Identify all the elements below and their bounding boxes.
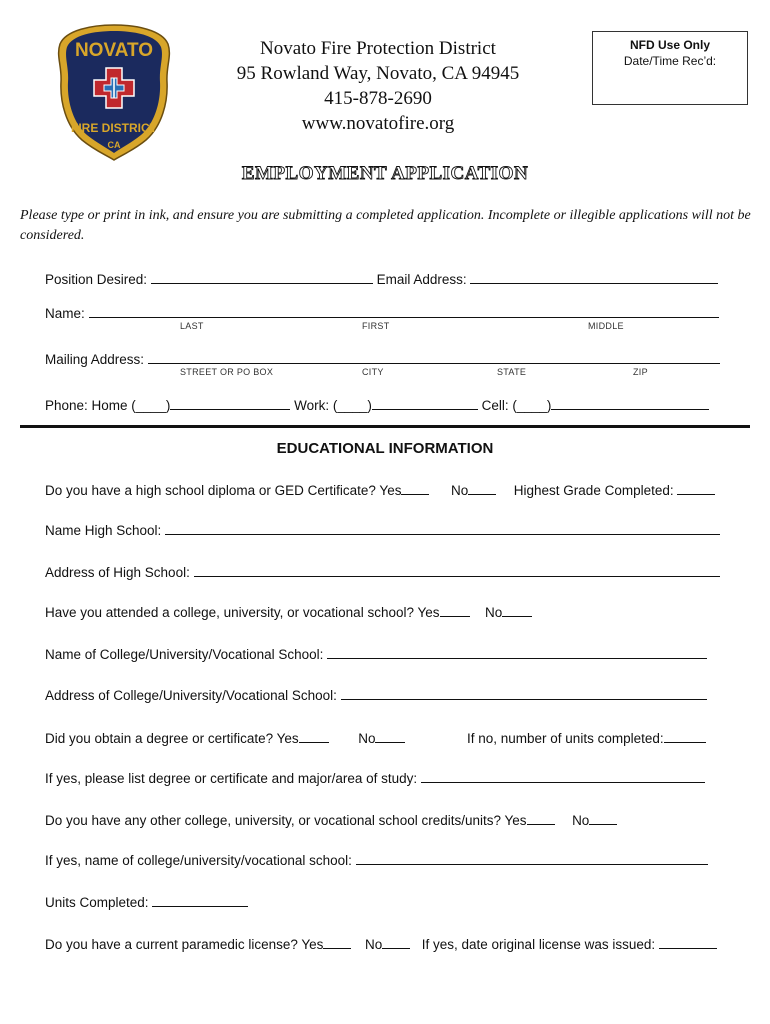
educational-information-heading: EDUCATIONAL INFORMATION	[276, 440, 494, 457]
agency-website[interactable]: www.novatofire.org	[301, 113, 455, 134]
units-completed-field[interactable]	[152, 891, 248, 907]
street-caption: STREET OR PO BOX	[180, 367, 274, 377]
college-attended-question: Have you attended a college, university, or vocational school? Yes	[45, 605, 440, 620]
paramedic-yes-field[interactable]	[323, 933, 351, 949]
degree-row	[45, 727, 706, 746]
name-last-caption: LAST	[180, 321, 204, 331]
degree-list-field[interactable]	[421, 767, 705, 783]
svg-text:FIRE DISTRICT: FIRE DISTRICT	[71, 121, 157, 135]
phone-cell-label: Cell: (____)	[481, 398, 552, 413]
name-row	[45, 302, 719, 321]
degree-list-label: If yes, please list degree or certificate and major/area of study:	[45, 771, 418, 786]
paramedic-no-field[interactable]	[382, 933, 410, 949]
highest-grade-label: Highest Grade Completed:	[513, 483, 674, 498]
agency-info	[190, 36, 566, 136]
degree-question: Did you obtain a degree or certificate? Yes	[45, 731, 299, 746]
units-if-no-field[interactable]	[664, 727, 706, 743]
college-address-field[interactable]	[341, 684, 707, 700]
highest-grade-field[interactable]	[677, 479, 715, 495]
email-address-field[interactable]	[470, 268, 718, 284]
diploma-yes-field[interactable]	[401, 479, 429, 495]
college-attended-row	[45, 601, 532, 620]
other-credits-no-field[interactable]	[589, 809, 617, 825]
other-credits-row	[45, 809, 617, 828]
name-first-caption: FIRST	[362, 321, 390, 331]
high-school-name-label: Name High School:	[45, 523, 162, 538]
phone-home-field[interactable]	[170, 394, 290, 410]
fire-district-badge-icon	[52, 22, 176, 162]
paramedic-date-field[interactable]	[659, 933, 717, 949]
other-school-name-label: If yes, name of college/university/vocational school:	[45, 853, 352, 868]
other-school-name-row	[45, 849, 708, 868]
high-school-address-label: Address of High School:	[45, 565, 190, 580]
mailing-address-label: Mailing Address:	[45, 352, 145, 367]
mailing-address-field[interactable]	[148, 348, 720, 364]
agency-phone: 415-878-2690	[324, 88, 432, 109]
high-school-name-field[interactable]	[165, 519, 720, 535]
college-address-row	[45, 684, 707, 703]
high-school-address-row	[45, 561, 720, 580]
other-credits-question: Do you have any other college, university, or vocational school credits/units? Yes	[45, 813, 527, 828]
college-name-label: Name of College/University/Vocational School:	[45, 647, 324, 662]
paramedic-date-label: If yes, date original license was issued:	[421, 937, 656, 952]
date-time-received-label: Date/Time Rec’d:	[623, 54, 717, 68]
svg-text:CA: CA	[107, 140, 121, 150]
diploma-row	[45, 479, 715, 498]
position-desired-label: Position Desired:	[45, 272, 148, 287]
position-desired-field[interactable]	[151, 268, 373, 284]
instructions-text: Please type or print in ink, and ensure you are submitting a completed application. Incomplete or illegible applications will not be considered.	[20, 208, 751, 243]
diploma-no-field[interactable]	[468, 479, 496, 495]
name-label: Name:	[45, 306, 85, 321]
svg-text:NOVATO: NOVATO	[74, 40, 154, 61]
other-school-name-field[interactable]	[356, 849, 708, 865]
college-attended-no-label: No	[485, 605, 503, 620]
degree-yes-field[interactable]	[299, 727, 329, 743]
college-attended-yes-field[interactable]	[440, 601, 470, 617]
college-name-row	[45, 643, 707, 662]
paramedic-question: Do you have a current paramedic license? Yes	[45, 937, 324, 952]
phone-cell-field[interactable]	[551, 394, 709, 410]
college-name-field[interactable]	[327, 643, 707, 659]
phone-work-field[interactable]	[372, 394, 478, 410]
nfd-use-only-title: NFD Use Only	[629, 38, 710, 52]
form-title: EMPLOYMENT APPLICATION	[241, 163, 529, 184]
high-school-name-row	[45, 519, 720, 538]
high-school-address-field[interactable]	[194, 561, 720, 577]
degree-no-label: No	[358, 731, 376, 746]
degree-list-row	[45, 767, 705, 786]
phone-home-label: Phone: Home (____)	[45, 398, 171, 413]
college-attended-no-field[interactable]	[502, 601, 532, 617]
degree-no-field[interactable]	[375, 727, 405, 743]
phone-row	[45, 394, 709, 413]
other-credits-no-label: No	[572, 813, 590, 828]
position-email-row	[45, 268, 718, 287]
diploma-no-label: No	[450, 483, 469, 498]
city-caption: CITY	[362, 367, 384, 377]
zip-caption: ZIP	[633, 367, 648, 377]
mailing-address-row	[45, 348, 720, 367]
agency-address: 95 Rowland Way, Novato, CA 94945	[236, 63, 520, 84]
units-completed-row	[45, 891, 248, 910]
diploma-question: Do you have a high school diploma or GED Certificate? Yes	[45, 483, 402, 498]
email-address-label: Email Address:	[376, 272, 467, 287]
college-address-label: Address of College/University/Vocational School:	[45, 688, 337, 703]
section-divider	[20, 425, 750, 428]
units-completed-label: Units Completed:	[45, 895, 149, 910]
phone-work-label: Work: (____)	[294, 398, 372, 413]
name-middle-caption: MIDDLE	[588, 321, 624, 331]
name-field[interactable]	[89, 302, 719, 318]
units-if-no-label: If no, number of units completed:	[467, 731, 664, 746]
agency-name: Novato Fire Protection District	[260, 38, 496, 59]
other-credits-yes-field[interactable]	[527, 809, 555, 825]
nfd-use-only-box	[592, 31, 748, 105]
state-caption: STATE	[497, 367, 527, 377]
paramedic-row	[45, 933, 717, 952]
paramedic-no-label: No	[364, 937, 383, 952]
